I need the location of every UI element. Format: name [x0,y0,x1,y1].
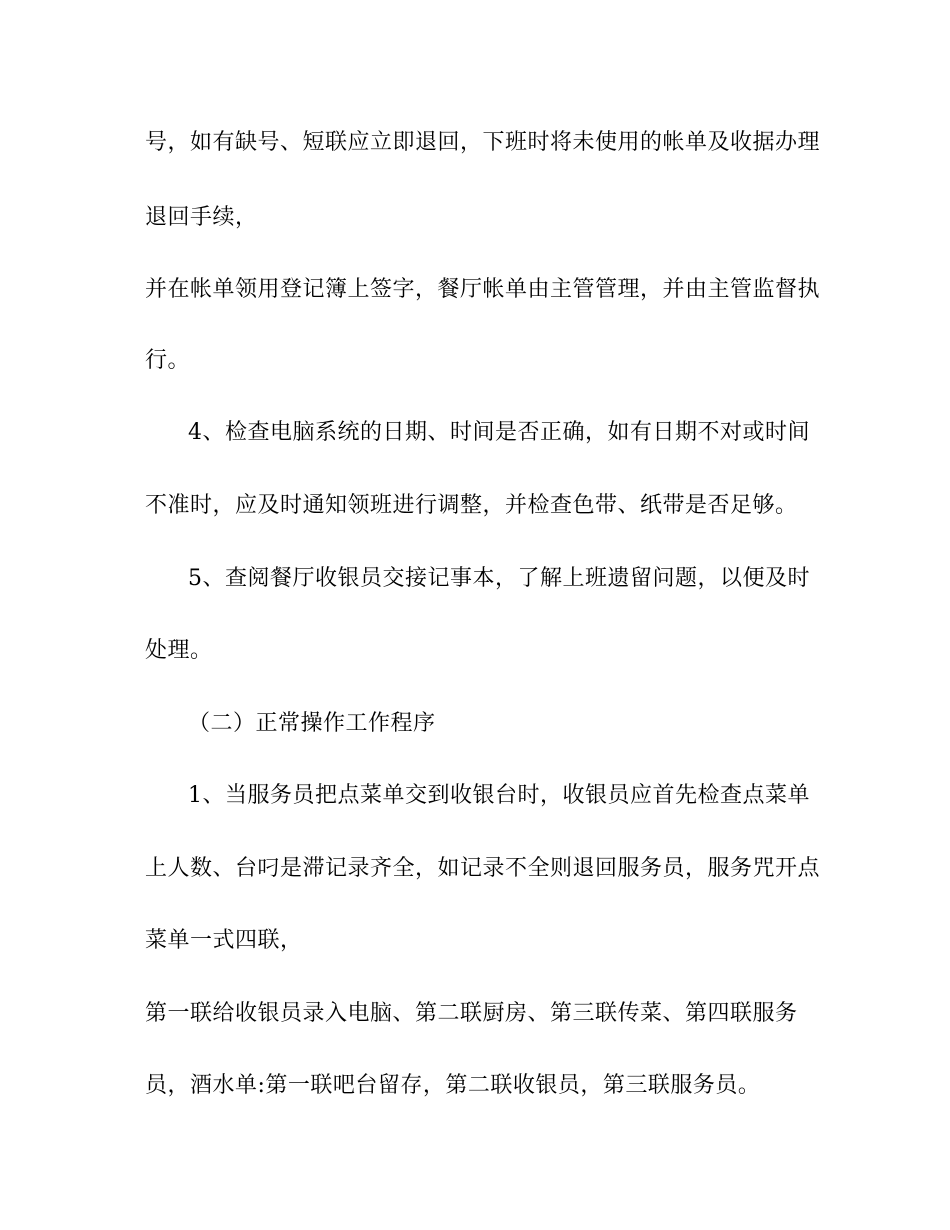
text-line: 员，酒水单:第一联吧台留存，第二联收银员，第三联服务员。 [145,1073,761,1098]
text-line: 处理。 [145,638,213,663]
text-line: 5、查阅餐厅收银员交接记事本，了解上班遗留问题，以便及时 [188,566,810,591]
text-line: 4、检查电脑系统的日期、时间是否正确，如有日期不对或时间 [188,420,810,445]
text-line: 退回手续， [145,205,258,230]
text-line: 并在帐单领用登记簿上签字，餐厅帐单由主管管理，并由主管监督执 [145,277,821,302]
text-line: 上人数、台叼是滞记录齐全，如记录不全则退回服务员，服务咒开点 [145,856,821,881]
text-line: 第一联给收银员录入电脑、第二联厨房、第三联传菜、第四联服务 [145,1001,798,1026]
text-line: 菜单一式四联， [145,928,303,953]
text-line: 号，如有缺号、短联应立即退回，下班时将未使用的帐单及收据办理 [145,130,821,155]
section-heading: （二）正常操作工作程序 [188,711,436,736]
text-line: 不准时，应及时通知领班进行调整，并检查色带、纸带是否足够。 [145,493,798,518]
text-line: 1、当服务员把点菜单交到收银台时，收银员应首先检查点菜单 [188,783,810,808]
text-line: 行。 [145,348,191,373]
